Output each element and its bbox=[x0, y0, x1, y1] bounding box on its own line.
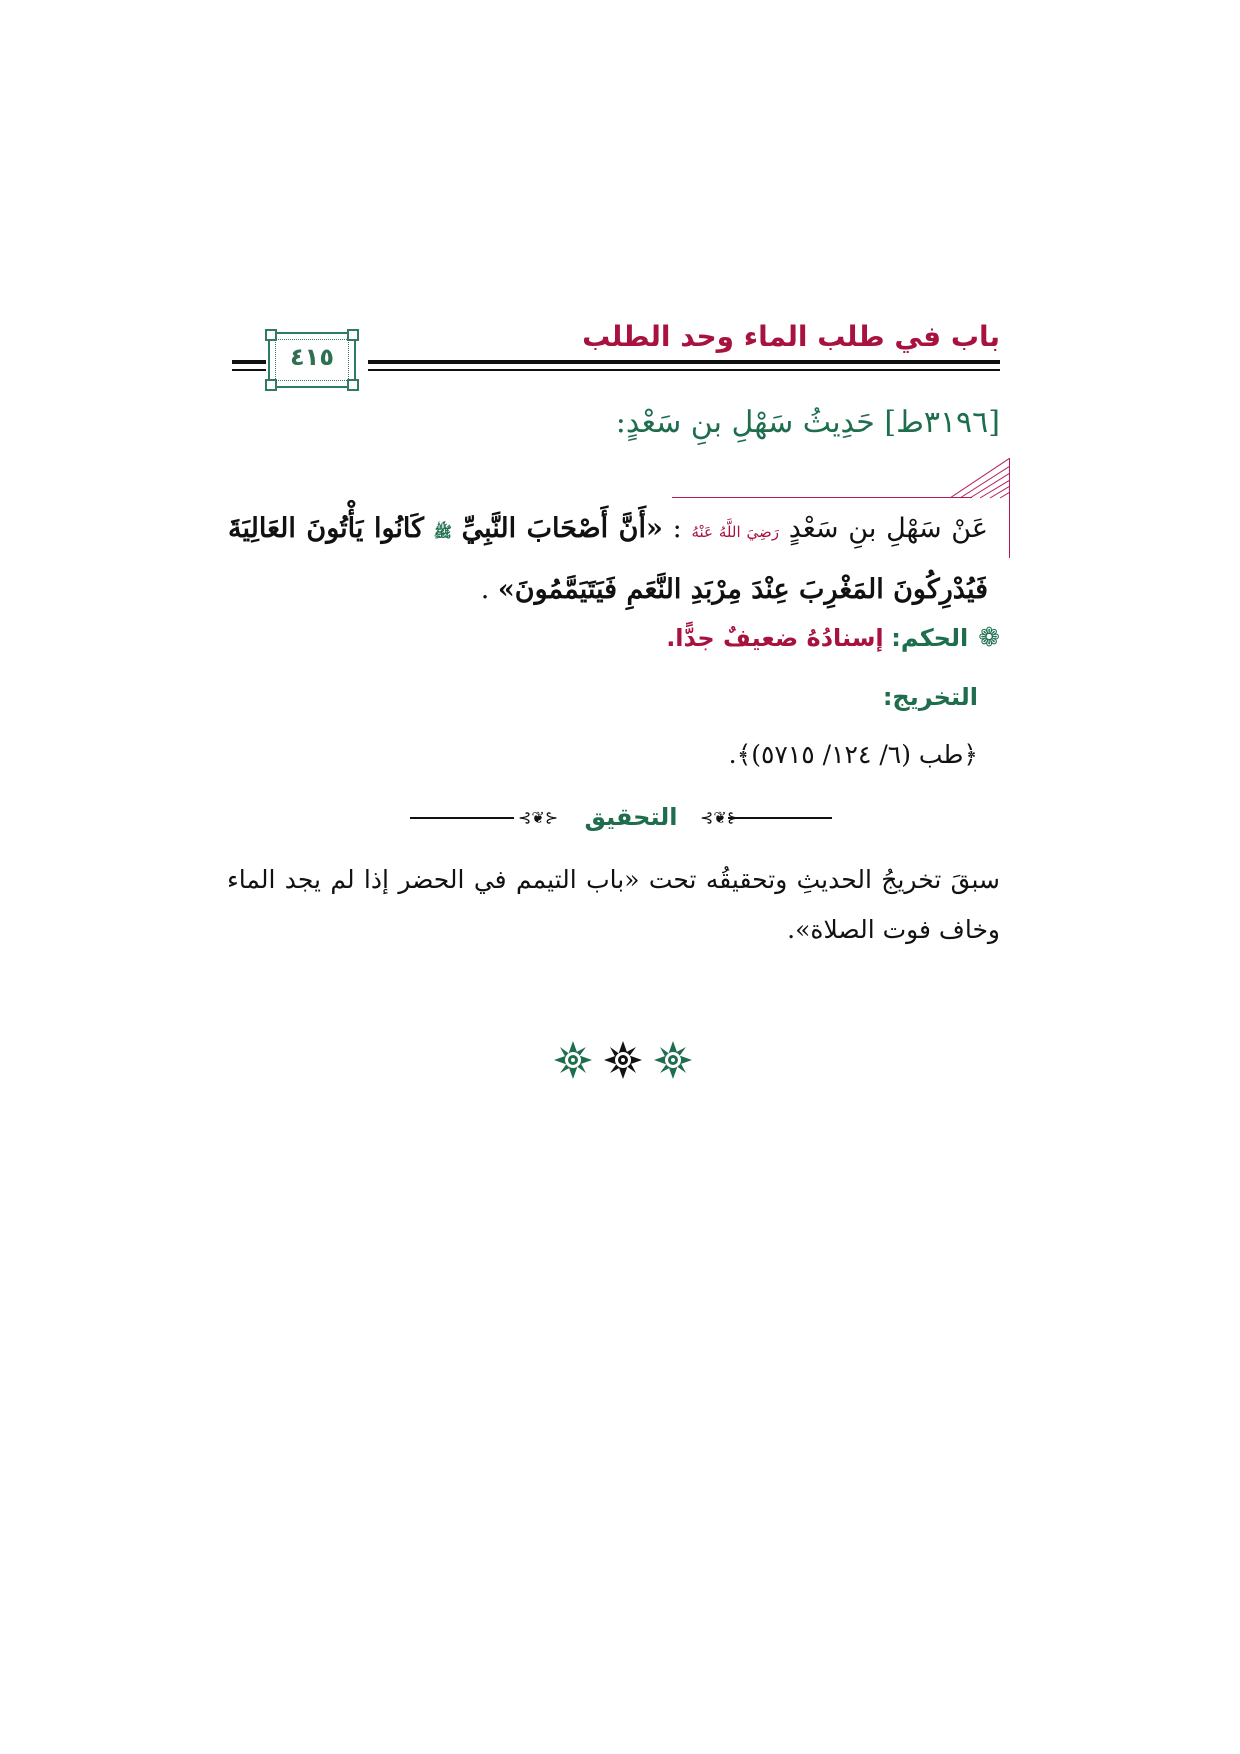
header-rule-thin bbox=[368, 369, 1000, 371]
star-ornament-icon bbox=[603, 1040, 643, 1080]
running-header: باب في طلب الماء وحد الطلب bbox=[582, 320, 1000, 353]
frame-corner-ornament bbox=[265, 379, 277, 391]
frame-corner-ornament bbox=[265, 329, 277, 341]
frame-corner-ornament bbox=[347, 329, 359, 341]
hadith-text bbox=[228, 500, 988, 619]
end-ornaments bbox=[553, 1035, 693, 1085]
takhrij-reference: ﴿طب (٦/ ١٢٤/ ٥٧١٥)﴾. bbox=[728, 740, 978, 769]
frame-corner-ornament bbox=[347, 379, 359, 391]
end-punct: . bbox=[480, 574, 498, 605]
hadith-heading: [٣١٩٦ط] حَدِيثُ سَهْلِ بنِ سَعْدٍ: bbox=[615, 405, 1000, 440]
takhrij-label: التخريج: bbox=[882, 683, 978, 711]
colon: : bbox=[662, 513, 692, 544]
ruling-line bbox=[666, 623, 1000, 653]
flower-icon: ❁ bbox=[978, 623, 1000, 653]
header-rule-left-thick bbox=[232, 360, 266, 364]
star-ornament-icon bbox=[553, 1040, 593, 1080]
heading-rule bbox=[672, 497, 972, 498]
divider-ornament-right: ⊰❦⊱ bbox=[700, 808, 741, 827]
header-rule-left-thin bbox=[232, 369, 266, 371]
ruling-value: إسنادُهُ ضعيفٌ جدًّا. bbox=[666, 624, 884, 652]
ruling-label: الحكم: bbox=[891, 624, 969, 652]
page-number-box bbox=[268, 332, 356, 388]
divider-rule-left bbox=[410, 817, 514, 819]
salutation-glyph: ﷺ bbox=[433, 523, 452, 541]
narrator-intro: عَنْ سَهْلِ بنِ سَعْدٍ bbox=[788, 513, 988, 544]
honorific-glyph: رَضِيَ اللَّهُ عَنْهُ bbox=[691, 523, 779, 541]
divider-ornament-left: ⊰❦⊱ bbox=[518, 808, 559, 827]
page-number: ٤١٥ bbox=[290, 343, 334, 371]
header-rule-thick bbox=[368, 360, 1000, 364]
tahqiq-text: سبقَ تخريجُ الحديثِ وتحقيقُه تحت «باب التيمم في الحضر إذا لم يجد الماء وخاف فوت الصلاة». bbox=[227, 865, 1000, 944]
star-ornament-icon bbox=[653, 1040, 693, 1080]
hadith-quote-part2: كَانُوا يَأْتُونَ العَالِيَةَ فَيُدْرِكُونَ المَغْرِبَ عِنْدَ مِرْبَدِ النَّعَمِ فَيَتَيَمَّمُونَ» bbox=[228, 513, 988, 605]
divider-rule-right bbox=[728, 817, 832, 819]
hadith-quote-part1: «أَنَّ أَصْحَابَ النَّبِيِّ bbox=[461, 513, 663, 544]
tahqiq-heading: التحقيق bbox=[584, 803, 678, 831]
